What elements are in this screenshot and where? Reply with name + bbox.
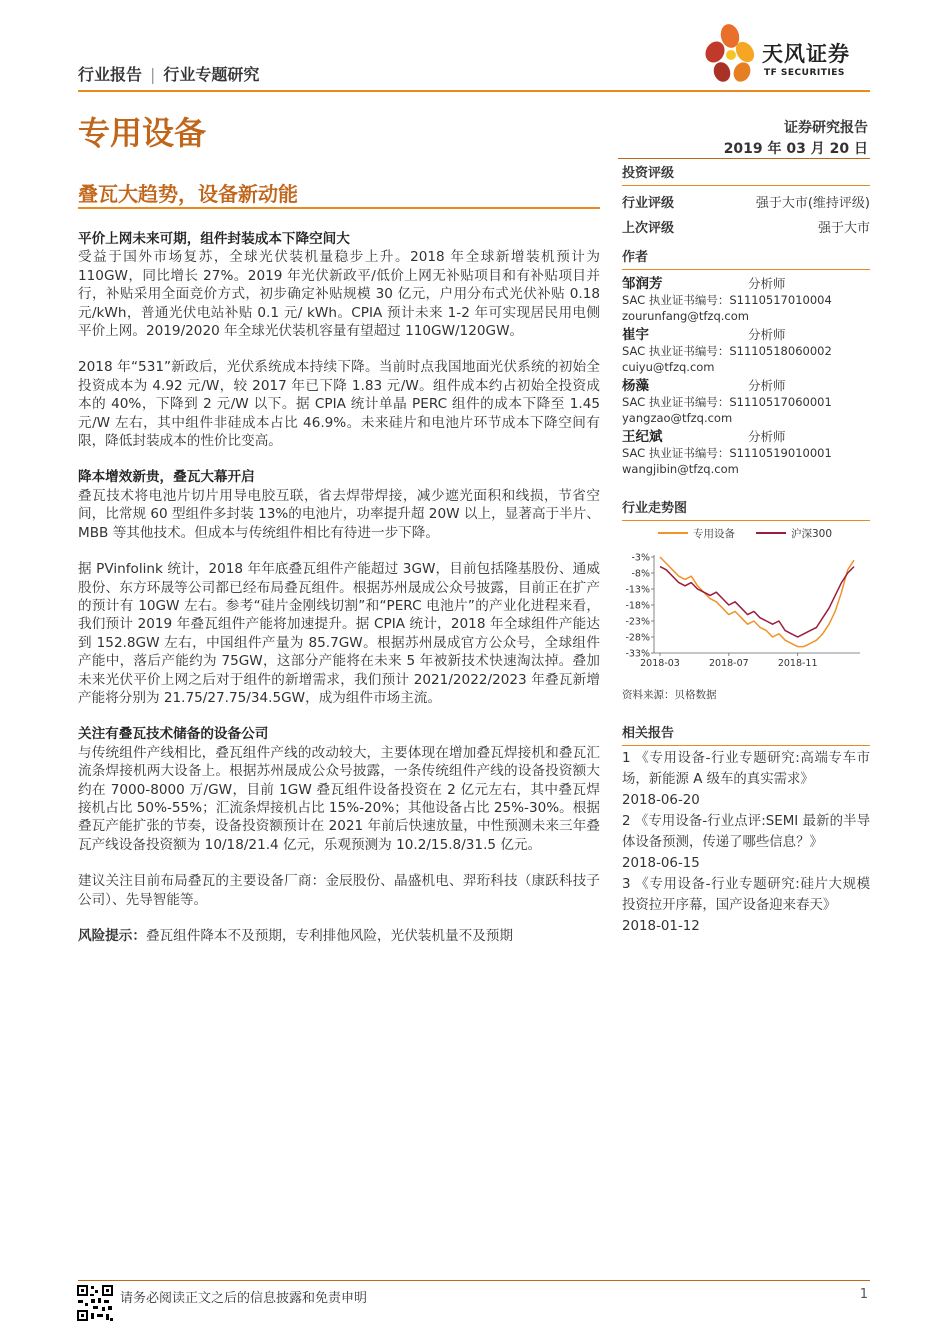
legend-label: 专用设备: [693, 528, 735, 540]
logo-cn-text: 天风证券: [762, 42, 850, 66]
related-report-title[interactable]: 1 《专用设备-行业专题研究:高端专车市场，新能源 A 级车的真实需求》: [622, 751, 870, 787]
section-title-3: 关注有叠瓦技术储备的设备公司: [78, 726, 269, 743]
author-list: [622, 276, 870, 477]
series-line: [660, 557, 854, 647]
paragraph: 与传统组件产线相比，叠瓦组件产线的改动较大，主要体现在增加叠瓦焊接机和叠瓦汇流条焊接机两大设备上。根据苏州晟成公众号披露，一条传统组件产线的设备投资额大约在 7000-8000 万/GW，目前 1GW 叠瓦组件设备投资在 2 亿元左右，其中叠瓦焊接机占比 50%-55%；汇流条焊接机占比 15%-20%；其他设备占比 25%-30%。根据叠瓦产能扩张的节奏，设备投资额预计在 2021 年前后快速放量，中性预测未来三年叠瓦产线设备投资额为 10/18/21.4 亿元，乐观预测为 10.2/15.8/31.5 亿元。: [78, 744, 600, 853]
related-report-date: 2018-06-15: [622, 856, 700, 871]
paragraph: 受益于国外市场复苏，全球光伏装机量稳步上升。2018 年全球新增装机预计为 110GW，同比增长 27%。2019 年光伏新政平/低价上网无补贴项目和有补贴项目并行，补贴采用全面竞价方式，初步确定补贴规模 30 亿元，户用分布式光伏补贴 0.18 元/kWh，普通光伏电站补贴 0.1 元/ kWh。CPIA 预计未来 1-2 年可实现居民用电侧平价上网。2019/2020 年全球光伏装机容量有望超过 110GW/120GW。: [78, 249, 600, 340]
rating-value: 强于大市(维持评级): [755, 196, 870, 211]
rating-row: [622, 217, 870, 236]
y-tick-label: -18%: [625, 600, 650, 612]
related-divider: [622, 745, 870, 746]
author-sac: SAC 执业证书编号：S1110519010001: [622, 446, 832, 460]
header-divider: [78, 90, 870, 92]
author-email[interactable]: wangjibin@tfzq.com: [622, 462, 739, 476]
related-report-title[interactable]: 3 《专用设备-行业专题研究:硅片大规模投资拉开序幕，国产设备迎来春天》: [622, 877, 870, 913]
rating-panel: [622, 162, 870, 236]
page-number: 1: [859, 1287, 868, 1302]
main-body: [78, 230, 600, 963]
rating-title: 投资评级: [622, 166, 675, 181]
author-entry: [622, 327, 870, 375]
related-title: 相关报告: [622, 726, 675, 741]
chart-source: 资料来源：贝格数据: [622, 689, 717, 701]
rating-divider: [622, 185, 870, 186]
authors-panel: [622, 246, 870, 477]
related-report-date: 2018-01-12: [622, 919, 700, 934]
related-report-item[interactable]: [622, 811, 870, 874]
paragraph: 叠瓦技术将电池片切片用导电胶互联，省去焊带焊接，减少遮光面积和线损，节省空间，比常规 60 型组件多封装 13%的电池片，功率提升超 20W 以上，显著高于半片、MBB 等其他技术。但成本与传统组件相比有待进一步下降。: [78, 487, 600, 541]
legend-label: 沪深300: [791, 528, 833, 540]
author-row: [622, 276, 870, 292]
footer-divider: [78, 1280, 870, 1281]
related-panel: [622, 722, 870, 937]
author-row: [622, 378, 870, 394]
paragraph: 据 PVinfolink 统计，2018 年年底叠瓦组件产能超过 3GW，目前包括隆基股份、通威股份、东方环晟等公司都已经布局叠瓦组件。根据苏州晟成公众号披露，目前正在扩产的预计有 10GW 左右。参考“硅片金刚线切割”和“PERC 电池片”的产业化进程来看，我们预计 2019 年叠瓦组件产能将加速提升。据 CPIA 统计，2018 年全球组件产能达到 152.8GW 左右，中国组件产量为 85.7GW。根据苏州晟成官方公众号，全球组件产能中，落后产能约为 75GW，这部分产能将在未来 5 年被新技术快速淘汰掉。叠加未来光伏平价上网之后对于组件的新增需求，我们预计 2021/2022/2023 年叠瓦新增产能将分别为 21.75/27.75/34.5GW，成为组件市场主流。: [78, 561, 600, 706]
category-label: 行业报告: [78, 65, 143, 84]
authors-divider: [622, 269, 870, 270]
author-sac: SAC 执业证书编号：S1110518060002: [622, 344, 832, 358]
author-role: 分析师: [748, 276, 786, 291]
related-list: [622, 748, 870, 937]
author-name: 邹润芳: [622, 276, 663, 292]
author-role: 分析师: [748, 378, 786, 393]
author-entry: [622, 276, 870, 324]
report-date: 2019 年 03 月 20 日: [723, 141, 868, 157]
y-tick-label: -28%: [625, 632, 650, 644]
x-tick-label: 2018-11: [777, 658, 818, 669]
author-name: 崔宇: [622, 327, 649, 343]
related-report-item[interactable]: [622, 748, 870, 811]
author-email[interactable]: cuiyu@tfzq.com: [622, 360, 715, 374]
section-title-2: 降本增效新贵，叠瓦大幕开启: [78, 469, 255, 486]
sidebar-divider: [618, 158, 870, 159]
author-name: 王纪斌: [622, 429, 663, 445]
author-sac: SAC 执业证书编号：S1110517060001: [622, 395, 832, 409]
risk-text: 叠瓦组件降本不及预期，专利排他风险，光伏装机量不及预期: [145, 928, 513, 944]
risk-label: 风险提示：: [78, 928, 146, 944]
authors-title: 作者: [622, 250, 649, 265]
author-role: 分析师: [748, 327, 786, 342]
y-tick-label: -3%: [631, 552, 650, 564]
rating-label: 行业评级: [622, 196, 675, 211]
footer-disclaimer: 请务必阅读正文之后的信息披露和免责申明: [120, 1291, 368, 1306]
y-tick-label: -8%: [631, 568, 650, 580]
rating-row: [622, 192, 870, 211]
qr-code-icon: [76, 1284, 114, 1322]
report-headline: 叠瓦大趋势，设备新动能: [78, 182, 298, 206]
trend-chart: [622, 523, 870, 683]
risk-warning: [78, 927, 600, 945]
author-entry: [622, 378, 870, 426]
author-row: [622, 429, 870, 445]
paragraph: 建议关注目前布局叠瓦的主要设备厂商：金辰股份、晶盛机电、羿珩科技（康跃科技子公司）、先导智能等。: [78, 873, 600, 908]
trend-title: 行业走势图: [622, 501, 688, 516]
author-sac: SAC 执业证书编号：S1110517010004: [622, 293, 832, 307]
author-entry: [622, 429, 870, 477]
x-tick-label: 2018-07: [708, 658, 749, 669]
logo-en-text: TF SECURITIES: [764, 68, 845, 78]
flower-logo-icon: [700, 22, 760, 88]
y-tick-label: -33%: [625, 648, 650, 660]
author-row: [622, 327, 870, 343]
y-tick-label: -13%: [625, 584, 650, 596]
divider: |: [150, 65, 156, 84]
author-email[interactable]: yangzao@tfzq.com: [622, 411, 733, 425]
author-role: 分析师: [748, 429, 786, 444]
rating-label: 上次评级: [622, 221, 675, 236]
y-tick-label: -23%: [625, 616, 650, 628]
report-category: [78, 62, 259, 85]
x-tick-label: 2018-03: [640, 658, 680, 669]
section-title-1: 平价上网未来可期，组件封装成本下降空间大: [78, 231, 350, 247]
paragraph: 2018 年“531”新政后，光伏系统成本持续下降。当前时点我国地面光伏系统的初始全投资成本为 4.92 元/W，较 2017 年已下降 1.83 元/W。组件成本约占初始全投资成本的 40%，下降到 2 元/W 以下。据 CPIA 统计单晶 PERC 组件的成本下降至 1.45 元/W 左右，其中组件非硅成本占比 46.9%。未来硅片和电池片环节成本下降空间有限，降低封装成本的性价比变高。: [78, 359, 600, 450]
headline-divider: [78, 207, 600, 209]
trend-panel: [622, 497, 870, 702]
related-report-item[interactable]: [622, 874, 870, 937]
sector-title: 专用设备: [78, 114, 207, 152]
tf-securities-logo: [700, 22, 870, 92]
author-email[interactable]: zourunfang@tfzq.com: [622, 309, 749, 323]
author-name: 杨藻: [622, 378, 649, 394]
related-report-date: 2018-06-20: [622, 793, 700, 808]
subcategory-label: 行业专题研究: [163, 65, 260, 84]
trend-divider: [622, 520, 870, 521]
related-report-title[interactable]: 2 《专用设备-行业点评:SEMI 最新的半导体设备预测，传递了哪些信息？》: [622, 814, 870, 850]
rating-value: 强于大市: [817, 221, 870, 236]
report-type: 证券研究报告: [784, 120, 868, 136]
